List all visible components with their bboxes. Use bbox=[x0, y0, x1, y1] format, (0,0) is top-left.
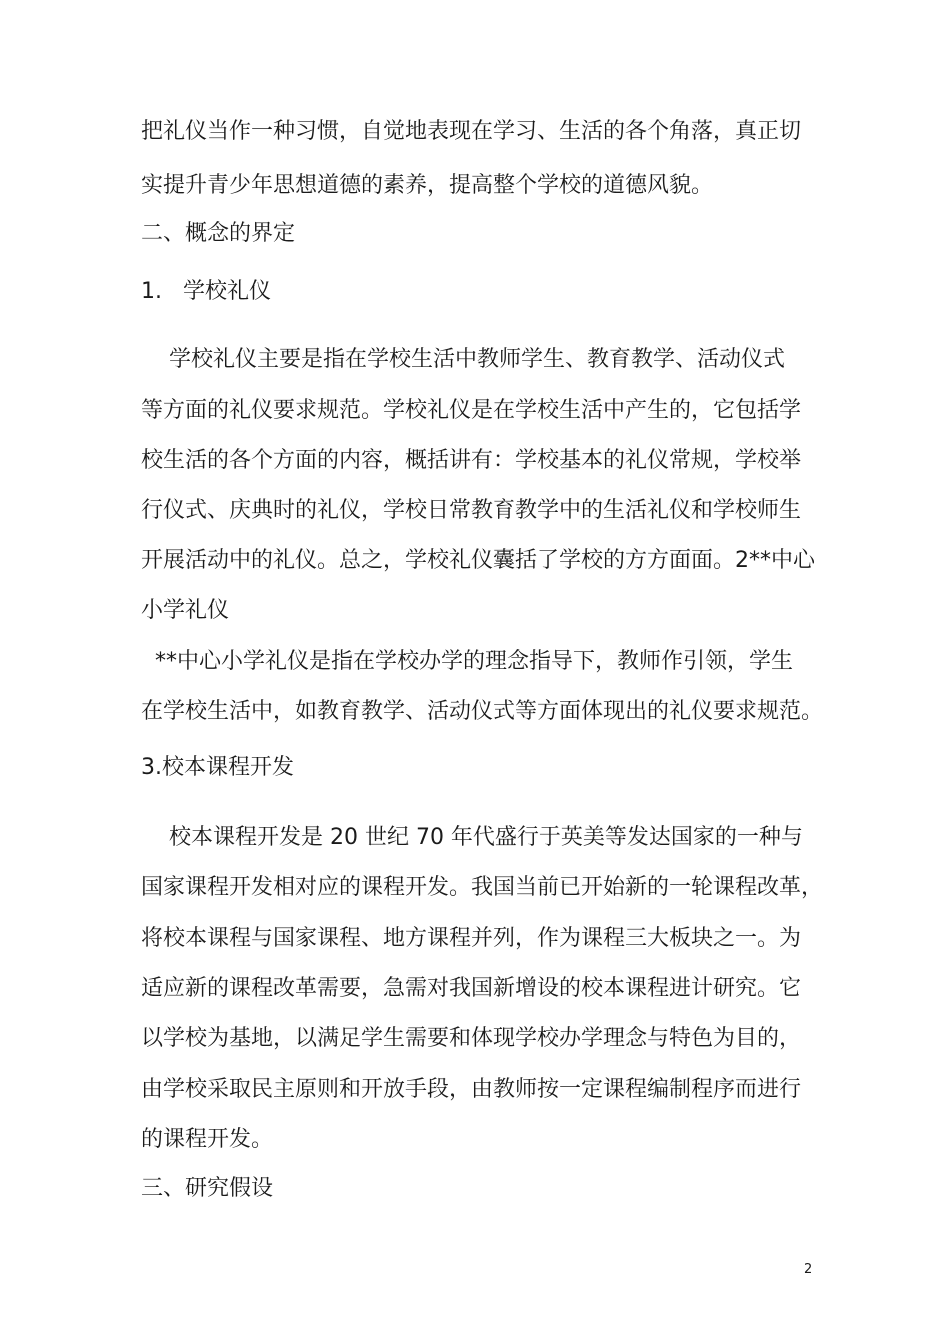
body-text-line: 行仪式、庆典时的礼仪，学校日常教育教学中的生活礼仪和学校师生 bbox=[141, 498, 802, 523]
body-text-line: 以学校为基地，以满足学生需要和体现学校办学理念与特色为目的， bbox=[141, 1026, 802, 1051]
body-text-line: 实提升青少年思想道德的素养，提高整个学校的道德风貌。 bbox=[141, 173, 714, 198]
body-text-line: 由学校采取民主原则和开放手段，由教师按一定课程编制程序而进行 bbox=[141, 1077, 802, 1102]
subsection-heading: 3.校本课程开发 bbox=[141, 755, 294, 780]
page-number: 2 bbox=[804, 1262, 813, 1277]
body-text-line: 校生活的各个方面的内容，概括讲有：学校基本的礼仪常规，学校举 bbox=[141, 448, 802, 473]
body-text-line: 开展活动中的礼仪。总之，学校礼仪囊括了学校的方方面面。2**中心 bbox=[141, 548, 815, 573]
subsection-heading: 1. 学校礼仪 bbox=[141, 279, 271, 304]
body-text-line: 学校礼仪主要是指在学校生活中教师学生、教育教学、活动仪式 bbox=[141, 347, 785, 372]
body-text-line: 小学礼仪 bbox=[141, 598, 230, 623]
section-heading: 三、研究假设 bbox=[141, 1176, 274, 1201]
body-text-line: 把礼仪当作一种习惯，自觉地表现在学习、生活的各个角落，真正切 bbox=[141, 119, 802, 144]
body-text-line: 将校本课程与国家课程、地方课程并列，作为课程三大板块之一。为 bbox=[141, 926, 802, 951]
body-text-line: 等方面的礼仪要求规范。学校礼仪是在学校生活中产生的，它包括学 bbox=[141, 398, 802, 423]
body-text-line: 国家课程开发相对应的课程开发。我国当前已开始新的一轮课程改革， bbox=[141, 875, 824, 900]
body-text-line: 的课程开发。 bbox=[141, 1127, 274, 1152]
section-heading: 二、概念的界定 bbox=[141, 221, 296, 246]
body-text-line: **中心小学礼仪是指在学校办学的理念指导下，教师作引领，学生 bbox=[141, 649, 793, 674]
body-text-line: 在学校生活中，如教育教学、活动仪式等方面体现出的礼仪要求规范。 bbox=[141, 699, 824, 724]
body-text-line: 适应新的课程改革需要，急需对我国新增设的校本课程进计研究。它 bbox=[141, 976, 802, 1001]
body-text-line: 校本课程开发是 20 世纪 70 年代盛行于英美等发达国家的一种与 bbox=[141, 825, 803, 850]
